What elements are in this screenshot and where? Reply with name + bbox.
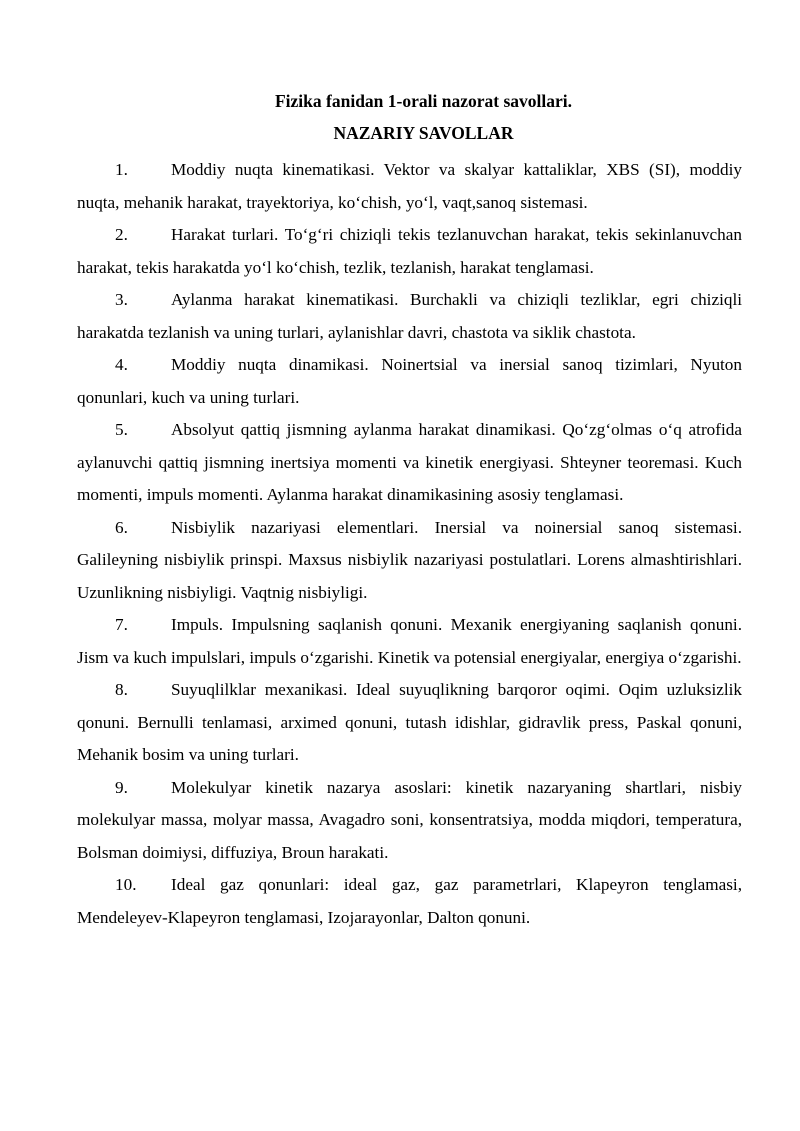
list-item bbox=[77, 674, 742, 772]
list-item bbox=[77, 414, 742, 512]
question-number: 5. bbox=[115, 420, 128, 439]
document-title: Fizika fanidan 1-orali nazorat savollari. bbox=[274, 91, 572, 111]
question-text: Moddiy nuqta dinamikasi. Noinertsial va inersial sanoq tizimlari, Nyuton qonunlari, kuch va uning turlari. bbox=[77, 355, 742, 407]
list-item bbox=[77, 284, 742, 349]
list-item bbox=[77, 512, 742, 610]
question-text: Impuls. Impulsning saqlanish qonuni. Mexanik energiyaning saqlanish qonuni. Jism va kuch impulslari, impuls o‘zgarishi. Kinetik va potensial energiyalar, energiya o‘zgarishi. bbox=[77, 615, 742, 667]
question-list bbox=[77, 154, 742, 934]
question-number: 3. bbox=[115, 290, 128, 309]
question-text: Moddiy nuqta kinematikasi. Vektor va skalyar kattaliklar, XBS (SI), moddiy nuqta, mehanik harakat, trayektoriya, ko‘chish, yo‘l, vaqt,sanoq sistemasi. bbox=[77, 160, 742, 212]
list-item bbox=[77, 154, 742, 219]
question-number: 1. bbox=[115, 160, 128, 179]
question-number: 7. bbox=[115, 615, 128, 634]
question-text: Absolyut qattiq jismning aylanma harakat dinamikasi. Qo‘zg‘olmas o‘q atrofida aylanuvchi qattiq jismning inertsiya momenti va kinetik energiyasi. Shteyner teoremasi. Kuch momenti, impuls momenti. Aylanma harakat dinamikasining asosiy tenglamasi. bbox=[77, 420, 742, 504]
question-text: Nisbiylik nazariyasi elementlari. Inersial va noinersial sanoq sistemasi. Galileyning nisbiylik prinspi. Maxsus nisbiylik nazariyasi postulatlari. Lorens almashtirishlari. Uzunlikning nisbiyligi. Vaqtnig nisbiyligi. bbox=[77, 517, 742, 602]
question-number: 2. bbox=[115, 225, 128, 244]
question-number: 10. bbox=[115, 875, 137, 894]
question-text: Harakat turlari. To‘g‘ri chiziqli tekis tezlanuvchan harakat, tekis sekinlanuvchan harakat, tekis harakatda yo‘l ko‘chish, tezlik, tezlanish, harakat tenglamasi. bbox=[77, 225, 742, 277]
question-number: 9. bbox=[115, 777, 128, 797]
question-text: Aylanma harakat kinematikasi. Burchakli va chiziqli tezliklar, egri chiziqli harakatda tezlanish va uning turlari, aylanishlar davri, chastota va siklik chastota. bbox=[77, 290, 742, 342]
question-text: Ideal gaz qonunlari: ideal gaz, gaz parametrlari, Klapeyron tenglamasi, Mendeleyev-Klapeyron tenglamasi, Izojarayonlar, Dalton qonuni. bbox=[77, 875, 742, 927]
list-item bbox=[77, 219, 742, 284]
question-number: 8. bbox=[115, 680, 128, 699]
question-text: Molekulyar kinetik nazarya asoslari: kinetik nazaryaning shartlari, nisbiy molekulyar massa, molyar massa, Avagadro soni, konsentratsiya, modda miqdori, temperatura, Bolsman doimiysi, diffuziya, Broun harakati. bbox=[77, 777, 742, 862]
section-title: NAZARIY SAVOLLAR bbox=[333, 123, 514, 143]
list-item bbox=[77, 869, 742, 934]
question-text: Suyuqlilklar mexanikasi. Ideal suyuqlikning barqoror oqimi. Oqim uzluksizlik qonuni. Bernulli tenlamasi, arximed qonuni, tutash idishlar, gidravlik press, Paskal qonuni, Mehanik bosim va uning turlari. bbox=[77, 680, 742, 764]
question-number: 6. bbox=[115, 517, 128, 537]
list-item bbox=[77, 349, 742, 414]
question-number: 4. bbox=[115, 355, 128, 374]
list-item bbox=[77, 772, 742, 870]
list-item bbox=[77, 609, 742, 674]
